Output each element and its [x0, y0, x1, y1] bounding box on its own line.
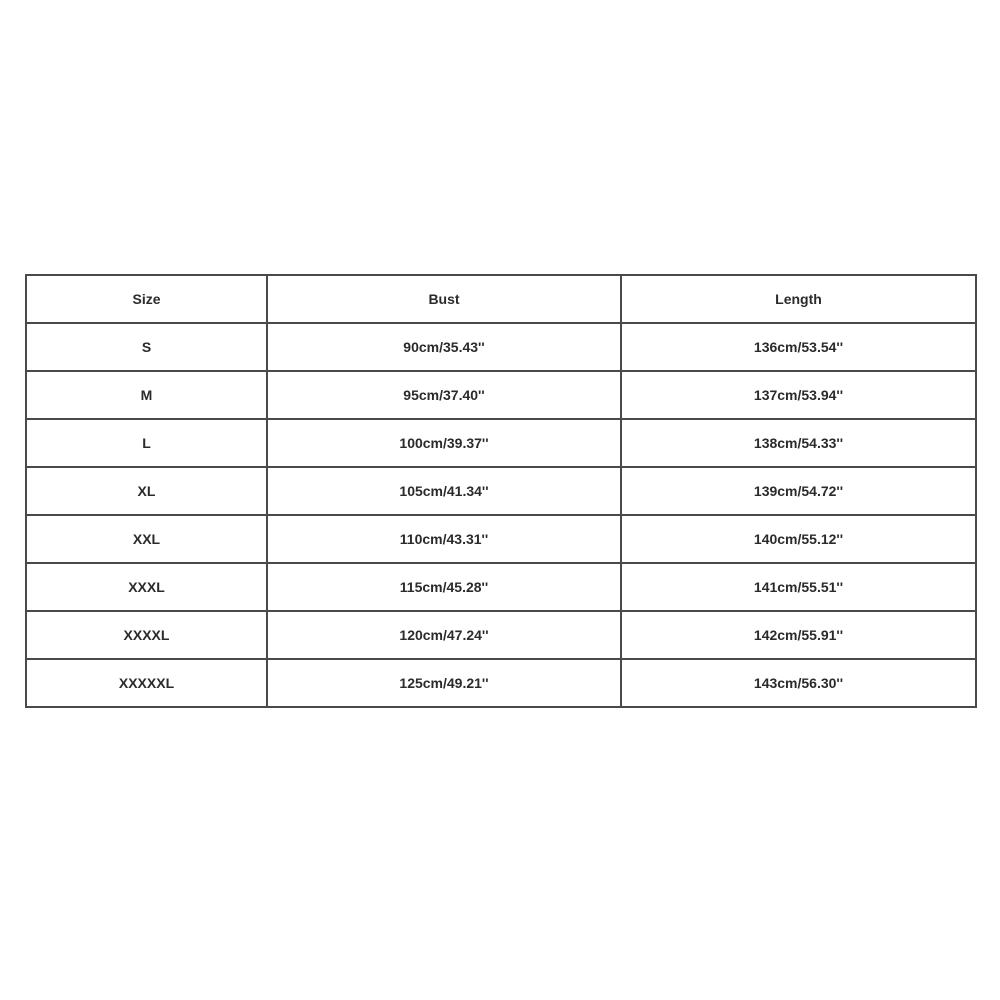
cell-size: M: [26, 371, 267, 419]
cell-size: L: [26, 419, 267, 467]
table-header-row: [26, 275, 976, 323]
cell-length: 141cm/55.51'': [621, 563, 976, 611]
cell-size: S: [26, 323, 267, 371]
table-row: [26, 611, 976, 659]
table-row: [26, 659, 976, 707]
cell-size: XXXL: [26, 563, 267, 611]
cell-bust: 125cm/49.21'': [267, 659, 621, 707]
cell-bust: 105cm/41.34'': [267, 467, 621, 515]
cell-bust: 100cm/39.37'': [267, 419, 621, 467]
header-bust: Bust: [267, 275, 621, 323]
header-size: Size: [26, 275, 267, 323]
cell-bust: 95cm/37.40'': [267, 371, 621, 419]
cell-size: XXL: [26, 515, 267, 563]
table-row: [26, 371, 976, 419]
cell-length: 139cm/54.72'': [621, 467, 976, 515]
header-length: Length: [621, 275, 976, 323]
cell-bust: 115cm/45.28'': [267, 563, 621, 611]
cell-bust: 120cm/47.24'': [267, 611, 621, 659]
cell-size: XXXXXL: [26, 659, 267, 707]
table-row: [26, 467, 976, 515]
cell-length: 140cm/55.12'': [621, 515, 976, 563]
table-row: [26, 419, 976, 467]
cell-bust: 110cm/43.31'': [267, 515, 621, 563]
table-row: [26, 515, 976, 563]
size-chart-table: [25, 274, 977, 708]
cell-length: 142cm/55.91'': [621, 611, 976, 659]
cell-bust: 90cm/35.43'': [267, 323, 621, 371]
table-row: [26, 323, 976, 371]
cell-length: 138cm/54.33'': [621, 419, 976, 467]
cell-size: XL: [26, 467, 267, 515]
table-row: [26, 563, 976, 611]
cell-length: 143cm/56.30'': [621, 659, 976, 707]
cell-size: XXXXL: [26, 611, 267, 659]
cell-length: 137cm/53.94'': [621, 371, 976, 419]
cell-length: 136cm/53.54'': [621, 323, 976, 371]
